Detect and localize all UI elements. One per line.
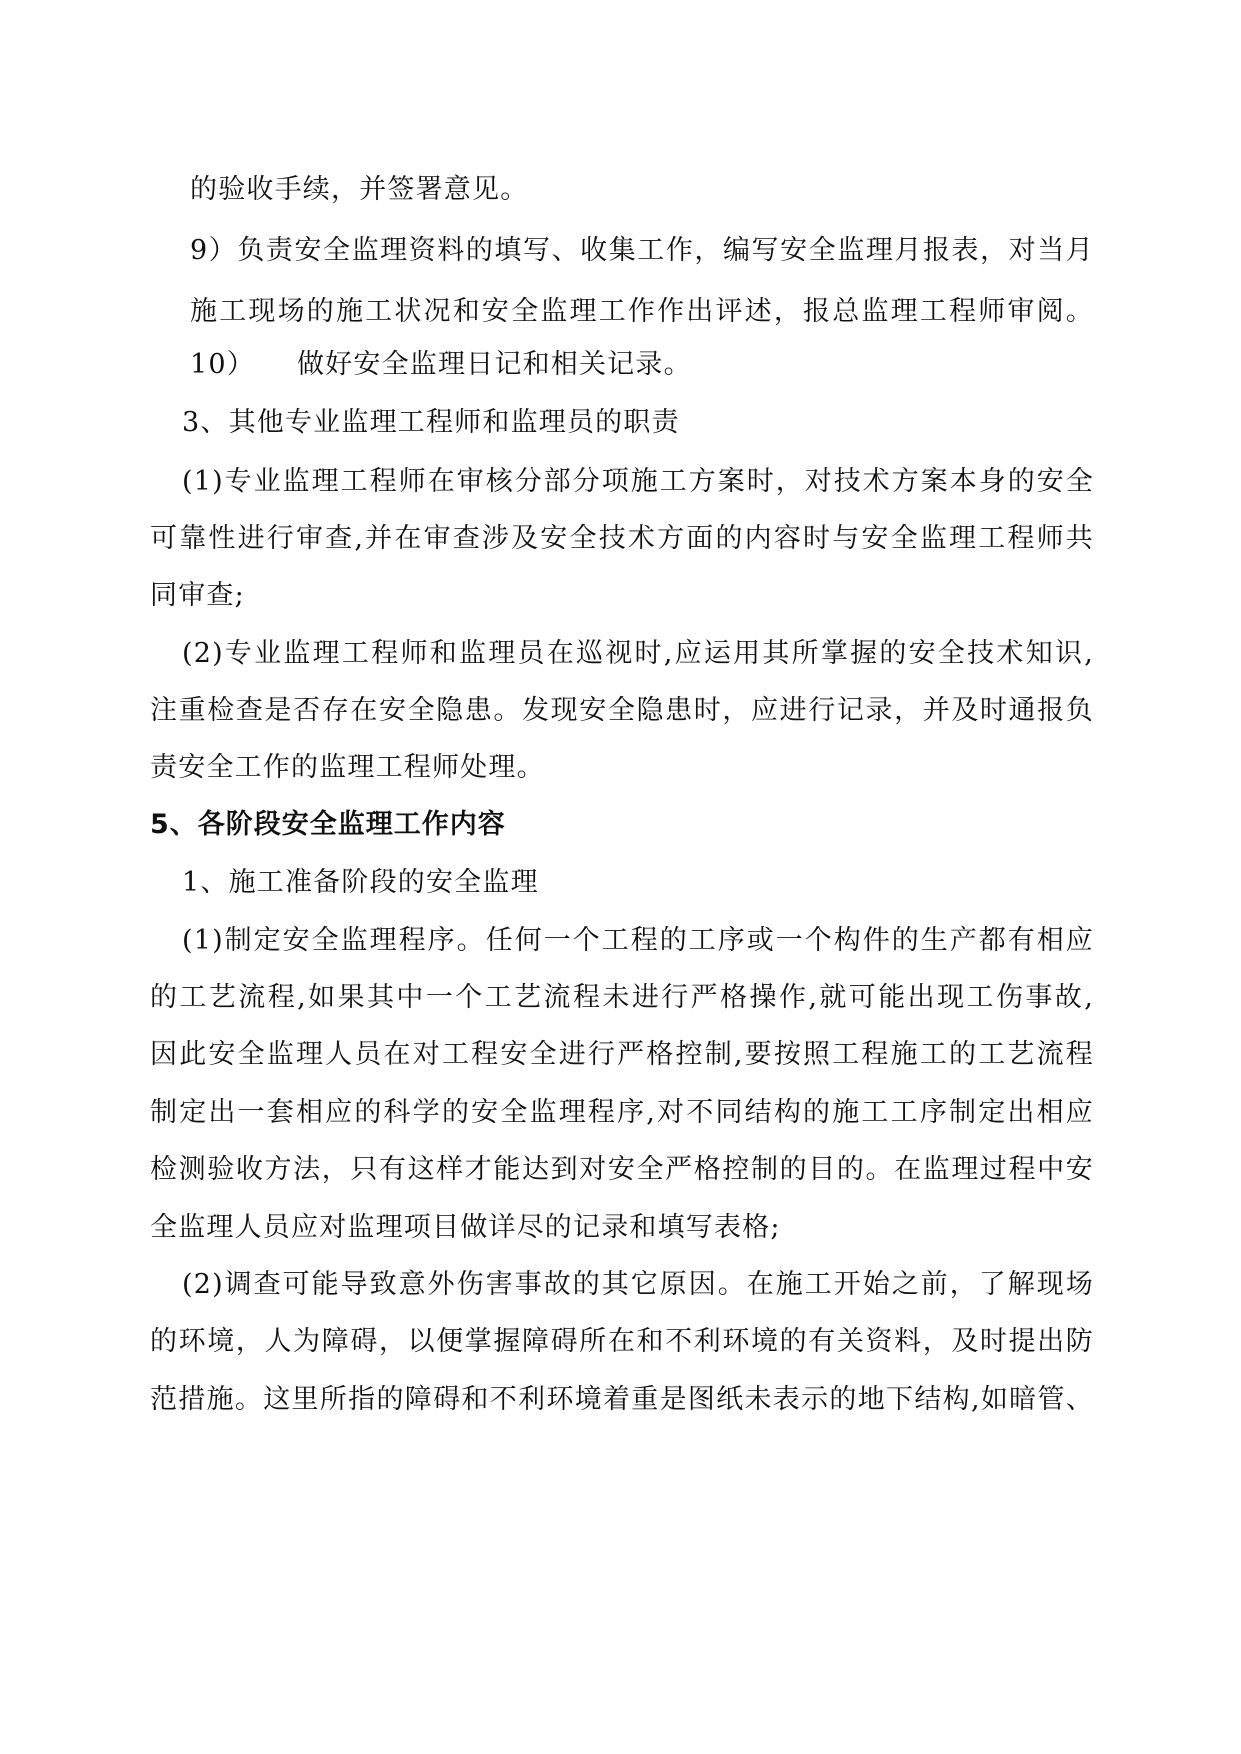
- text-line: 的环境，人为障碍，以便掌握障碍所在和不利环境的有关资料，及时提出防: [150, 1326, 1094, 1357]
- text-line: 可靠性进行审查,并在审查涉及安全技术方面的内容时与安全监理工程师共: [150, 523, 1094, 554]
- text-line: (1)专业监理工程师在审核分部分项施工方案时，对技术方案本身的安全: [182, 466, 1094, 497]
- text-line: 同审查;: [150, 580, 245, 611]
- subsection-title: 1、施工准备阶段的安全监理: [182, 867, 539, 898]
- text-line: (2)调查可能导致意外伤害事故的其它原因。在施工开始之前，了解现场: [182, 1269, 1094, 1300]
- text-line: 全监理人员应对监理项目做详尽的记录和填写表格;: [150, 1212, 781, 1243]
- item-text: 做好安全监理日记和相关记录。: [296, 349, 692, 380]
- subsection-title: 3、其他专业监理工程师和监理员的职责: [182, 407, 680, 438]
- text-line: 9）负责安全监理资料的填写、收集工作，编写安全监理月报表，对当月: [190, 235, 1094, 266]
- text-line: 施工现场的施工状况和安全监理工作作出评述，报总监理工程师审阅。: [190, 296, 1094, 327]
- text-line: 制定出一套相应的科学的安全监理程序,对不同结构的施工工序制定出相应: [150, 1097, 1094, 1128]
- text-line: 的工艺流程,如果其中一个工艺流程未进行严格操作,就可能出现工伤事故,: [150, 982, 1094, 1013]
- text-line: 注重检查是否存在安全隐患。发现安全隐患时，应进行记录，并及时通报负: [150, 695, 1094, 726]
- item-number: 10）: [190, 349, 255, 380]
- text-line: (1)制定安全监理程序。任何一个工程的工序或一个构件的生产都有相应: [182, 925, 1094, 956]
- text-line: (2)专业监理工程师和监理员在巡视时,应运用其所掌握的安全技术知识,: [182, 638, 1094, 669]
- text-line: 责安全工作的监理工程师处理。: [150, 752, 545, 783]
- text-line: 的验收手续，并签署意见。: [190, 174, 529, 205]
- text-line: 检测验收方法，只有这样才能达到对安全严格控制的目的。在监理过程中安: [150, 1154, 1094, 1185]
- text-line: 因此安全监理人员在对工程安全进行严格控制,要按照工程施工的工艺流程: [150, 1039, 1094, 1070]
- numbered-item: [190, 345, 692, 385]
- text-line: 范措施。这里所指的障碍和不利环境着重是图纸未表示的地下结构,如暗管、: [150, 1384, 1094, 1415]
- section-heading: 5、各阶段安全监理工作内容: [150, 809, 506, 840]
